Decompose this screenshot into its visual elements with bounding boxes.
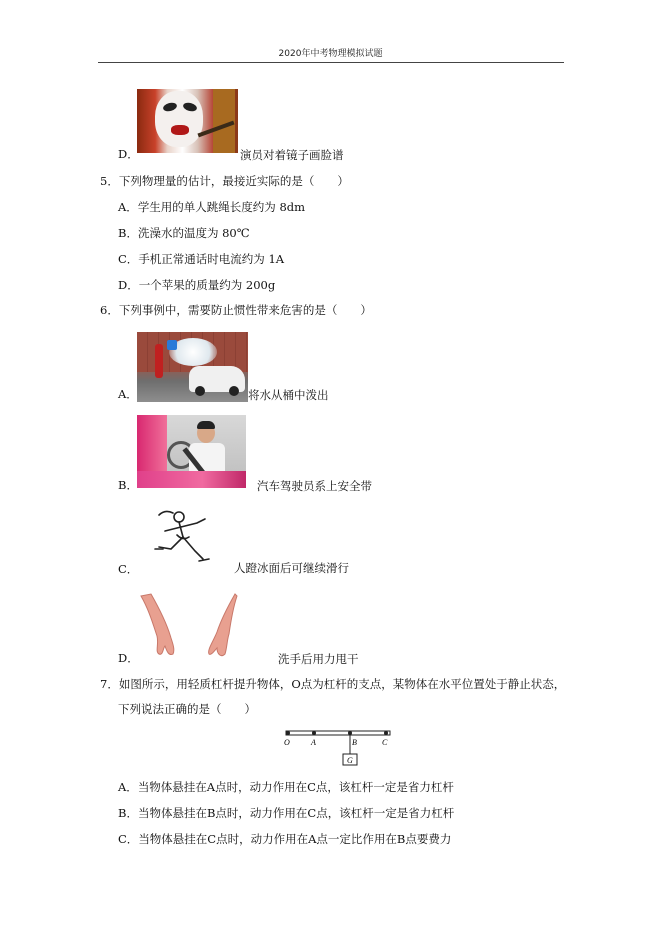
q5-option-d-label: D． [118, 278, 139, 292]
q6-option-d-text: 洗手后用力甩干 [278, 652, 359, 666]
q4-option-d-label: D． [118, 147, 139, 161]
q5-option-b [118, 226, 250, 240]
q7-option-b-label: B． [118, 806, 138, 820]
q5-stem: 5．下列物理量的估计，最接近实际的是（ ） [100, 174, 349, 188]
q7-stem-line2: 下列说法正确的是（ ） [118, 702, 256, 716]
point-b-marker [348, 731, 352, 735]
point-b-label: B [352, 738, 357, 747]
q5-option-a [118, 200, 305, 214]
q5-option-d [118, 278, 275, 292]
q5-option-c [118, 252, 284, 266]
q5-option-a-text: 学生用的单人跳绳长度约为 8dm [137, 200, 306, 214]
q7-option-b-text: 当物体悬挂在B点时，动力作用在C点，该杠杆一定是省力杠杆 [137, 806, 455, 820]
q6-option-c-label: C． [118, 562, 139, 576]
lever-bar [286, 731, 390, 735]
q4-option-d-text: 演员对着镜子画脸谱 [240, 148, 344, 162]
ice-skating-image [137, 505, 225, 569]
point-a-label: A [311, 738, 316, 747]
q7-option-a-text: 当物体悬挂在A点时，动力作用在C点，该杠杆一定是省力杠杆 [137, 780, 454, 794]
water-splash-image [137, 332, 248, 402]
q5-option-c-text: 手机正常通话时电流约为 1A [138, 252, 285, 266]
q7-option-c [118, 832, 451, 846]
weight-label: G [347, 756, 353, 765]
opera-makeup-image [137, 89, 238, 153]
q5-option-b-text: 洗澡水的温度为 80℃ [137, 226, 250, 240]
q5-option-a-label: A． [118, 200, 138, 214]
q7-stem-line1: 7．如图所示，用轻质杠杆提升物体，O点为杠杆的支点，某物体在水平位置处于静止状态， [100, 677, 566, 691]
q6-option-d-label: D． [118, 651, 139, 665]
q5-option-c-label: C． [118, 252, 139, 266]
q6-option-a-label: A． [118, 387, 138, 401]
q6-option-b-text: 汽车驾驶员系上安全带 [257, 479, 372, 493]
point-c-label: C [382, 738, 388, 747]
point-a-marker [312, 731, 316, 735]
q5-option-b-label: B． [118, 226, 138, 240]
point-c-marker [384, 731, 388, 735]
header-divider [98, 62, 564, 63]
q5-option-d-text: 一个苹果的质量约为 200g [138, 278, 276, 292]
seat-belt-image [137, 415, 246, 488]
q7-option-c-text: 当物体悬挂在C点时，动力作用在A点一定比作用在B点要费力 [138, 832, 452, 846]
q6-option-a-text: 将水从桶中泼出 [248, 388, 329, 402]
q7-option-a [118, 780, 454, 794]
lever-diagram [280, 724, 400, 772]
page-header-title: 2020年中考物理模拟试题 [278, 49, 383, 59]
point-o-marker [286, 731, 290, 735]
hand-shaking-image [137, 590, 239, 660]
q6-stem: 6．下列事例中，需要防止惯性带来危害的是（ ） [100, 303, 372, 317]
q7-option-b [118, 806, 454, 820]
point-o-label: O [284, 738, 290, 747]
q7-option-c-label: C． [118, 832, 139, 846]
q6-option-b-label: B． [118, 478, 138, 492]
q6-option-c-text: 人蹬冰面后可继续滑行 [234, 561, 349, 575]
q7-option-a-label: A． [118, 780, 138, 794]
